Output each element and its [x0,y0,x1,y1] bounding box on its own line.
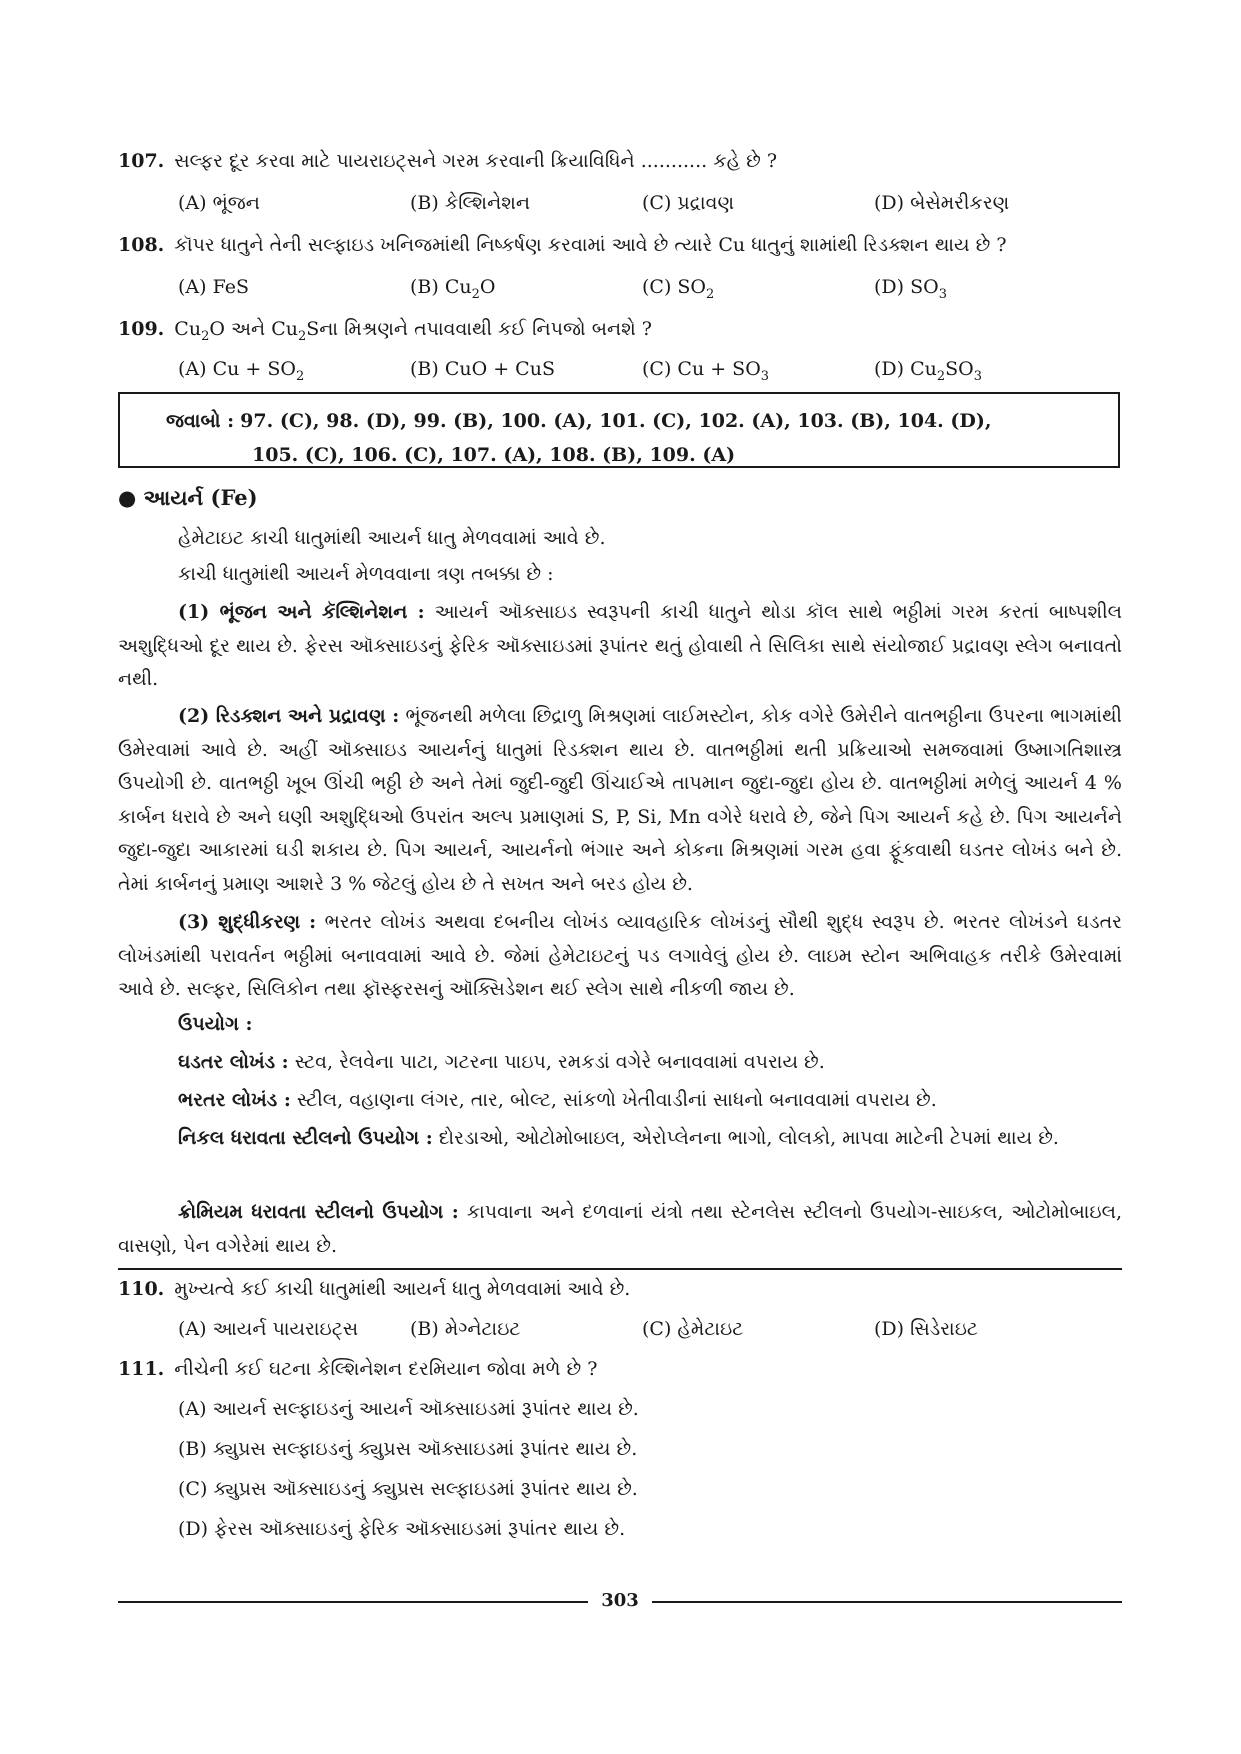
paragraph-intro-1: હેમેટાઇટ કાચી ધાતુમાંથી આયર્ન ધાતુ મેળવવામાં આવે છે. [178,527,606,549]
option-b: (B) $Cu_2O$ [410,276,496,302]
uses-heading: ઉપયોગ : [178,1013,253,1035]
question-107 [118,150,1123,172]
question-text: સલ્ફર દૂર કરવા માટે પાયરાઇટ્સને ગરમ કરવાની ક્રિયાવિધિને ........... કહે છે ? [174,150,778,172]
answer-label: જવાબો : [166,410,235,432]
options-110 [178,1318,1108,1340]
question-111 [118,1358,1123,1380]
option-c: (C) ક્યુપ્રસ ઑક્સાઇડનું ક્યુપ્રસ સલ્ફાઇડમાં રૂપાંતર થાય છે. [178,1478,638,1500]
option-c: (C) હેમેટાઇટ [642,1318,744,1340]
answer-key-box [118,392,1120,468]
step-2-heading: (2) રિડક્શન અને પ્રદ્રાવણ : [178,705,400,727]
option-c: (C) $Cu + SO_3$ [642,358,770,384]
option-c: (C) પ્રદ્રાવણ [642,192,735,214]
question-number: 110. [118,1278,165,1300]
question-text: $Cu_2O$ અને $Cu_2Sના$ મિશ્રણને તપાવવાથી કઈ નિપજો બનશે ? [174,318,652,344]
paragraph-intro-2: કાચી ધાતુમાંથી આયર્ન મેળવવાના ત્રણ તબક્કા છે : [178,563,554,585]
section-divider [118,1268,1122,1270]
step-3-heading: (3) શુદ્ધીકરણ : [178,911,317,933]
paragraph-step-1: (1) ભૂંજન અને કૅલ્શિનેશન : આયર્ન ઑક્સાઇડ સ્વરૂપની કાચી ધાતુને થોડા કૉલ સાથે ભઠ્ઠીમાં ગરમ કરતાં બાષ્પશીલ અશુદ્ધિઓ દૂર થાય છે. ફેરસ ઑક્સાઇડનું ફેરિક ઑક્સાઇડમાં રૂપાંતર થતું હોવાથી તે સિલિકા સાથે સંયોજાઈ પ્રદ્રાવણ સ્લેગ બનાવતો નથી. [118,601,1122,690]
paragraph-step-2: (2) રિડક્શન અને પ્રદ્રાવણ : ભૂંજનથી મળેલા છિદ્રાળુ મિશ્રણમાં લાઈમસ્ટોન, કોક વગેરે ઉમેરીને વાતભઠ્ઠીના ઉપરના ભાગમાંથી ઉમેરવામાં આવે છે. અહીં ઑક્સાઇડ આયર્નનું ધાતુમાં રિડક્શન થાય છે. વાતભઠ્ઠીમાં થતી પ્રક્રિયાઓ સમજવામાં ઉષ્માગતિશાસ્ત્ર ઉપયોગી છે. વાતભઠ્ઠી ખૂબ ઊંચી ભઠ્ઠી છે અને તેમાં જુદી-જુદી ઊંચાઈએ તાપમાન જુદા-જુદા હોય છે. વાતભઠ્ઠીમાં મળેલું આયર્ન 4 % કાર્બન ધરાવે છે અને ઘણી અશુદ્ધિઓ ઉપરાંત અલ્પ પ્રમાણમાં S, P, Si, Mn વગેરે ધરાવે છે, જેને પિગ આયર્ન કહે છે. પિગ આયર્નને જુદા-જુદા આકારમાં ઘડી શકાય છે. પિગ આયર્ન, આયર્નનો ભંગાર અને કોકના મિશ્રણમાં ગરમ હવા ફૂંકવાથી ઘડતર લોખંડ બને છે. તેમાં કાર્બનનું પ્રમાણ આશરે 3 % જેટલું હોય છે તે સખત અને બરડ હોય છે. [118,705,1122,895]
step-1-heading: (1) ભૂંજન અને કૅલ્શિનેશન : [178,601,425,623]
question-number: 108. [118,234,165,256]
option-d: (D) $Cu_2SO_3$ [874,358,983,384]
footer-rule-left [118,1601,588,1603]
question-110 [118,1278,1123,1300]
option-a: (A) આયર્ન સલ્ફાઇડનું આયર્ન ઑક્સાઇડમાં રૂપાંતર થાય છે. [178,1398,639,1420]
option-a: (A) ભૂંજન [178,192,260,214]
option-d: (D) ફેરસ ઑક્સાઇડનું ફેરિક ઑક્સાઇડમાં રૂપાંતર થાય છે. [178,1518,626,1540]
bullet-icon: ● [118,485,137,510]
option-b: (B) મેગ્નેટાઇટ [410,1318,521,1340]
footer-rule-right [652,1601,1122,1603]
question-number: 107. [118,150,165,172]
page-number: 303 [601,1590,639,1611]
option-a: (A) $Cu + SO_2$ [178,358,305,384]
question-number: 109. [118,318,165,340]
use-nickel-steel: નિકલ ધરાવતા સ્ટીલનો ઉપયોગ : દોરડાઓ, ઓટોમોબાઇલ, એરોપ્લેનના ભાગો, લોલકો, માપવા માટેની ટેપમાં થાય છે. [178,1127,1059,1149]
option-d: (D) બેસેમરીકરણ [874,192,1010,214]
use-cast-iron: ભરતર લોખંડ : સ્ટીલ, વહાણના લંગર, તાર, બોલ્ટ, સાંકળો ખેતીવાડીનાં સાધનો બનાવવામાં વપરાય છે. [178,1089,937,1111]
options-109 [178,358,1108,384]
answer-line-2: 105. (C), 106. (C), 107. (A), 108. (B), 109. (A) [252,444,736,466]
section-title: આયર્ન (Fe) [143,485,258,510]
section-heading [118,485,258,511]
question-text: કૉપર ધાતુને તેની સલ્ફાઇડ ખનિજમાંથી નિષ્કર્ષણ કરવામાં આવે છે ત્યારે Cu ધાતુનું શામાંથી રિડક્શન થાય છે ? [174,234,1007,256]
question-number: 111. [118,1358,165,1380]
option-b: (B) કેલ્શિનેશન [410,192,531,214]
question-108 [118,234,1123,256]
question-text: મુખ્યત્વે કઈ કાચી ધાતુમાંથી આયર્ન ધાતુ મેળવવામાં આવે છે. [174,1278,631,1300]
option-d: (D) સિડેરાઇટ [874,1318,978,1340]
option-a: (A) FeS [178,276,249,298]
use-wrought-iron: ઘડતર લોખંડ : સ્ટવ, રેલવેના પાટા, ગટરના પાઇપ, રમકડાં વગેરે બનાવવામાં વપરાય છે. [178,1051,825,1073]
answer-line-1: જવાબો : 97. (C), 98. (D), 99. (B), 100. (A), 101. (C), 102. (A), 103. (B), 104. (D), [166,410,992,432]
options-108 [178,276,1108,302]
option-b: (B) CuO + CuS [410,358,555,380]
option-d: (D) $SO_3$ [874,276,947,302]
paragraph-step-3: (3) શુદ્ધીકરણ : ભરતર લોખંડ અથવા દબનીય લોખંડ વ્યાવહારિક લોખંડનું સૌથી શુદ્ધ સ્વરૂપ છે. ભરતર લોખંડને ઘડતર લોખંડમાંથી પરાવર્તન ભઠ્ઠીમાં બનાવવામાં આવે છે. જેમાં હેમેટાઇટનું પડ લગાવેલું હોય છે. લાઇમ સ્ટોન અભિવાહક તરીકે ઉમેરવામાં આવે છે. સલ્ફર, સિલિકોન તથા ફૉસ્ફરસનું ઑક્સિડેશન થઈ સ્લેગ સાથે નીકળી જાય છે. [118,911,1122,1000]
option-a: (A) આયર્ન પાયરાઇટ્સ [178,1318,359,1340]
option-c: (C) $SO_2$ [642,276,715,302]
option-b: (B) ક્યુપ્રસ સલ્ફાઇડનું ક્યુપ્રસ ઑક્સાઇડમાં રૂપાંતર થાય છે. [178,1438,638,1460]
use-chromium-steel: ક્રોમિયમ ધરાવતા સ્ટીલનો ઉપયોગ : કાપવાના અને દળવાનાં યંત્રો તથા સ્ટેનલેસ સ્ટીલનો ઉપયોગ-સાઇકલ, ઓટોમોબાઇલ, વાસણો, પેન વગેરેમાં થાય છે. [118,1201,1122,1257]
options-107 [178,192,1108,214]
question-109 [118,318,1123,344]
question-text: નીચેની કઈ ઘટના કેલ્શિનેશન દરમિયાન જોવા મળે છે ? [174,1358,598,1380]
